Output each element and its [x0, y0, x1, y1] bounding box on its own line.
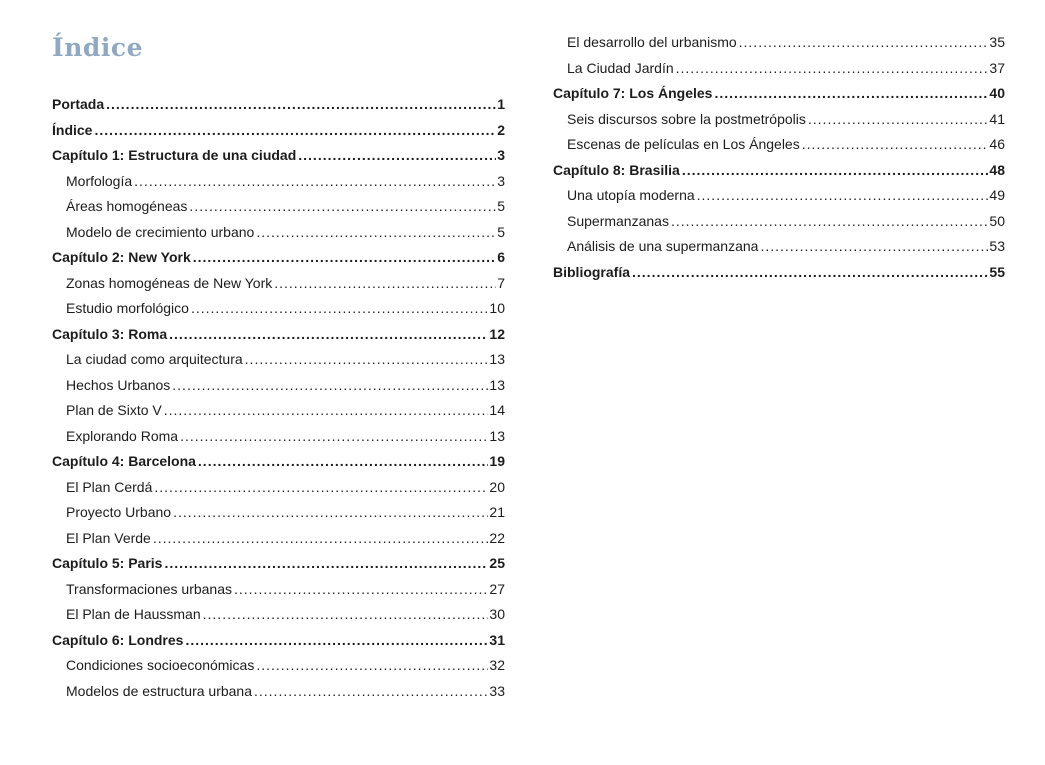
toc-entry-page: 10: [489, 300, 505, 316]
toc-entry-page: 3: [497, 172, 505, 189]
dot-leader: [183, 628, 488, 654]
toc-entry-morfologia[interactable]: [52, 169, 505, 195]
toc-entry-label: Capítulo 1: Estructura de una ciudad: [52, 147, 297, 163]
dot-leader: [171, 500, 488, 526]
toc-entry-page: 25: [489, 555, 505, 571]
dot-leader: [189, 296, 488, 322]
toc-entry-una-utopia-moderna[interactable]: [553, 183, 1005, 209]
toc-entry-page: 13: [489, 351, 505, 367]
dot-leader: [187, 194, 496, 220]
toc-entry-capitulo-1-estructura-de-una-ciudad[interactable]: [52, 143, 505, 169]
toc-entry-label: Capítulo 8: Brasilia: [553, 161, 680, 178]
dot-leader: [737, 30, 989, 56]
dot-leader: [254, 220, 496, 246]
toc-column-right: [553, 30, 1005, 285]
toc-entry-page: 14: [489, 402, 505, 418]
toc-entry-modelo-de-crecimiento-urbano[interactable]: [52, 220, 505, 246]
dot-leader: [167, 322, 488, 348]
toc-entry-page: 19: [489, 453, 505, 469]
toc-column-left: [52, 92, 505, 704]
toc-entry-transformaciones-urbanas[interactable]: [52, 577, 505, 603]
toc-entry-el-plan-cerda[interactable]: [52, 475, 505, 501]
toc-entry-page: 5: [497, 198, 505, 214]
toc-entry-capitulo-6-londres[interactable]: [52, 628, 505, 654]
dot-leader: [674, 56, 989, 82]
toc-entry-page: 6: [497, 249, 505, 265]
toc-entry-label: Capítulo 6: Londres: [52, 631, 184, 648]
dot-leader: [178, 424, 488, 450]
toc-entry-label: Capítulo 7: Los Ángeles: [553, 85, 713, 101]
toc-entry-page: 3: [497, 147, 505, 163]
dot-leader: [170, 373, 488, 399]
toc-entry-page: 12: [489, 325, 505, 342]
dot-leader: [191, 245, 496, 271]
toc-entry-page: 41: [989, 110, 1005, 127]
toc-entry-label: La ciudad como arquitectura: [66, 351, 243, 367]
toc-entry-page: 31: [489, 631, 505, 648]
toc-entry-label: Zonas homogéneas de New York: [66, 274, 273, 291]
toc-entry-la-ciudad-jardin[interactable]: [553, 56, 1005, 82]
toc-entry-capitulo-5-paris[interactable]: [52, 551, 505, 577]
dot-leader: [252, 679, 488, 705]
toc-entry-areas-homogeneas[interactable]: [52, 194, 505, 220]
toc-entry-el-plan-de-haussman[interactable]: [52, 602, 505, 628]
dot-leader: [695, 183, 989, 209]
toc-entry-estudio-morfologico[interactable]: [52, 296, 505, 322]
toc-entry-analisis-de-una-supermanzana[interactable]: [553, 234, 1005, 260]
dot-leader: [758, 234, 988, 260]
dot-leader: [800, 132, 989, 158]
dot-leader: [680, 158, 989, 184]
dot-leader: [92, 118, 496, 144]
dot-leader: [296, 143, 496, 169]
toc-entry-el-desarrollo-del-urbanismo[interactable]: [553, 30, 1005, 56]
toc-entry-label: Morfología: [66, 172, 133, 189]
dot-leader: [201, 602, 489, 628]
toc-entry-label: Bibliografía: [553, 263, 631, 280]
toc-entry-label: Capítulo 5: Paris: [52, 555, 163, 571]
dot-leader: [232, 577, 488, 603]
toc-entry-page: 37: [989, 59, 1005, 76]
toc-entry-la-ciudad-como-arquitectura[interactable]: [52, 347, 505, 373]
toc-entry-label: Capítulo 3: Roma: [52, 325, 168, 342]
toc-entry-page: 30: [489, 606, 505, 622]
toc-entry-page: 13: [489, 427, 505, 444]
toc-entry-page: 21: [489, 504, 505, 520]
toc-entry-plan-de-sixto-v[interactable]: [52, 398, 505, 424]
toc-entry-page: 50: [989, 212, 1005, 229]
toc-entry-label: Condiciones socioeconómicas: [66, 657, 255, 673]
toc-entry-capitulo-3-roma[interactable]: [52, 322, 505, 348]
toc-entry-hechos-urbanos[interactable]: [52, 373, 505, 399]
toc-entry-page: 7: [497, 274, 505, 291]
toc-entry-label: Explorando Roma: [66, 427, 179, 444]
toc-entry-el-plan-verde[interactable]: [52, 526, 505, 552]
toc-entry-page: 55: [989, 263, 1005, 280]
dot-leader: [272, 271, 496, 297]
dot-leader: [151, 526, 489, 552]
page-title: Índice: [52, 33, 143, 62]
toc-entry-label: El Plan Verde: [66, 529, 151, 546]
toc-entry-capitulo-4-barcelona[interactable]: [52, 449, 505, 475]
dot-leader: [104, 92, 496, 118]
toc-entry-page: 48: [989, 161, 1005, 178]
dot-leader: [196, 449, 489, 475]
toc-entry-label: Seis discursos sobre la postmetrópolis: [567, 110, 806, 127]
dot-leader: [806, 107, 989, 133]
toc-entry-page: 20: [489, 478, 505, 495]
toc-entry-capitulo-7-los-angeles[interactable]: [553, 81, 1005, 107]
toc-entry-page: 46: [989, 136, 1005, 152]
dot-leader: [669, 209, 988, 235]
toc-entry-page: 35: [989, 34, 1005, 50]
dot-leader: [712, 81, 988, 107]
toc-entry-page: 49: [989, 187, 1005, 203]
toc-entry-label: El Plan Cerdá: [66, 478, 153, 495]
toc-entry-page: 40: [989, 85, 1005, 101]
toc-entry-label: Modelos de estructura urbana: [66, 682, 252, 699]
toc-entry-escenas-de-peliculas-en-los-angeles[interactable]: [553, 132, 1005, 158]
toc-entry-bibliografia[interactable]: [553, 260, 1005, 286]
toc-entry-explorando-roma[interactable]: [52, 424, 505, 450]
dot-leader: [630, 260, 988, 286]
dot-leader: [162, 551, 488, 577]
dot-leader: [132, 169, 496, 195]
toc-entry-zonas-homogeneas-de-new-york[interactable]: [52, 271, 505, 297]
toc-entry-label: Proyecto Urbano: [66, 504, 172, 520]
toc-entry-page: 1: [497, 96, 505, 112]
toc-entry-page: 13: [489, 376, 505, 393]
toc-entry-label: Hechos Urbanos: [66, 376, 171, 393]
toc-entry-label: La Ciudad Jardín: [567, 59, 674, 76]
toc-entry-page: 2: [497, 121, 505, 138]
toc-entry-label: Portada: [52, 96, 105, 112]
toc-entry-page: 22: [489, 529, 505, 546]
toc-entry-portada[interactable]: [52, 92, 505, 118]
toc-entry-label: El desarrollo del urbanismo: [567, 34, 737, 50]
dot-leader: [162, 398, 489, 424]
toc-entry-label: Supermanzanas: [567, 212, 669, 229]
toc-entry-label: Capítulo 4: Barcelona: [52, 453, 196, 469]
toc-entry-label: Capítulo 2: New York: [52, 249, 191, 265]
toc-entry-capitulo-8-brasilia[interactable]: [553, 158, 1005, 184]
toc-entry-supermanzanas[interactable]: [553, 209, 1005, 235]
dot-leader: [243, 347, 489, 373]
toc-entry-condiciones-socioeconomicas[interactable]: [52, 653, 505, 679]
toc-entry-label: Escenas de películas en Los Ángeles: [567, 136, 800, 152]
toc-entry-seis-discursos-sobre-la-postmetropolis[interactable]: [553, 107, 1005, 133]
toc-entry-label: Una utopía moderna: [567, 187, 695, 203]
toc-entry-page: 5: [497, 223, 505, 240]
toc-entry-proyecto-urbano[interactable]: [52, 500, 505, 526]
toc-entry-label: Modelo de crecimiento urbano: [66, 223, 255, 240]
toc-entry-page: 32: [489, 657, 505, 673]
dot-leader: [254, 653, 488, 679]
dot-leader: [152, 475, 488, 501]
toc-entry-label: Índice: [52, 121, 93, 138]
toc-entry-modelos-de-estructura-urbana[interactable]: [52, 679, 505, 705]
toc-entry-label: Áreas homogéneas: [66, 198, 188, 214]
toc-entry-label: Estudio morfológico: [66, 300, 189, 316]
toc-entry-label: Transformaciones urbanas: [66, 580, 233, 597]
toc-entry-capitulo-2-new-york[interactable]: [52, 245, 505, 271]
toc-entry-page: 27: [489, 580, 505, 597]
toc-entry-page: 33: [489, 682, 505, 699]
toc-entry-label: Plan de Sixto V: [66, 402, 162, 418]
toc-entry-indice[interactable]: [52, 118, 505, 144]
toc-entry-page: 53: [989, 238, 1005, 254]
toc-entry-label: Análisis de una supermanzana: [567, 238, 759, 254]
toc-entry-label: El Plan de Haussman: [66, 606, 201, 622]
